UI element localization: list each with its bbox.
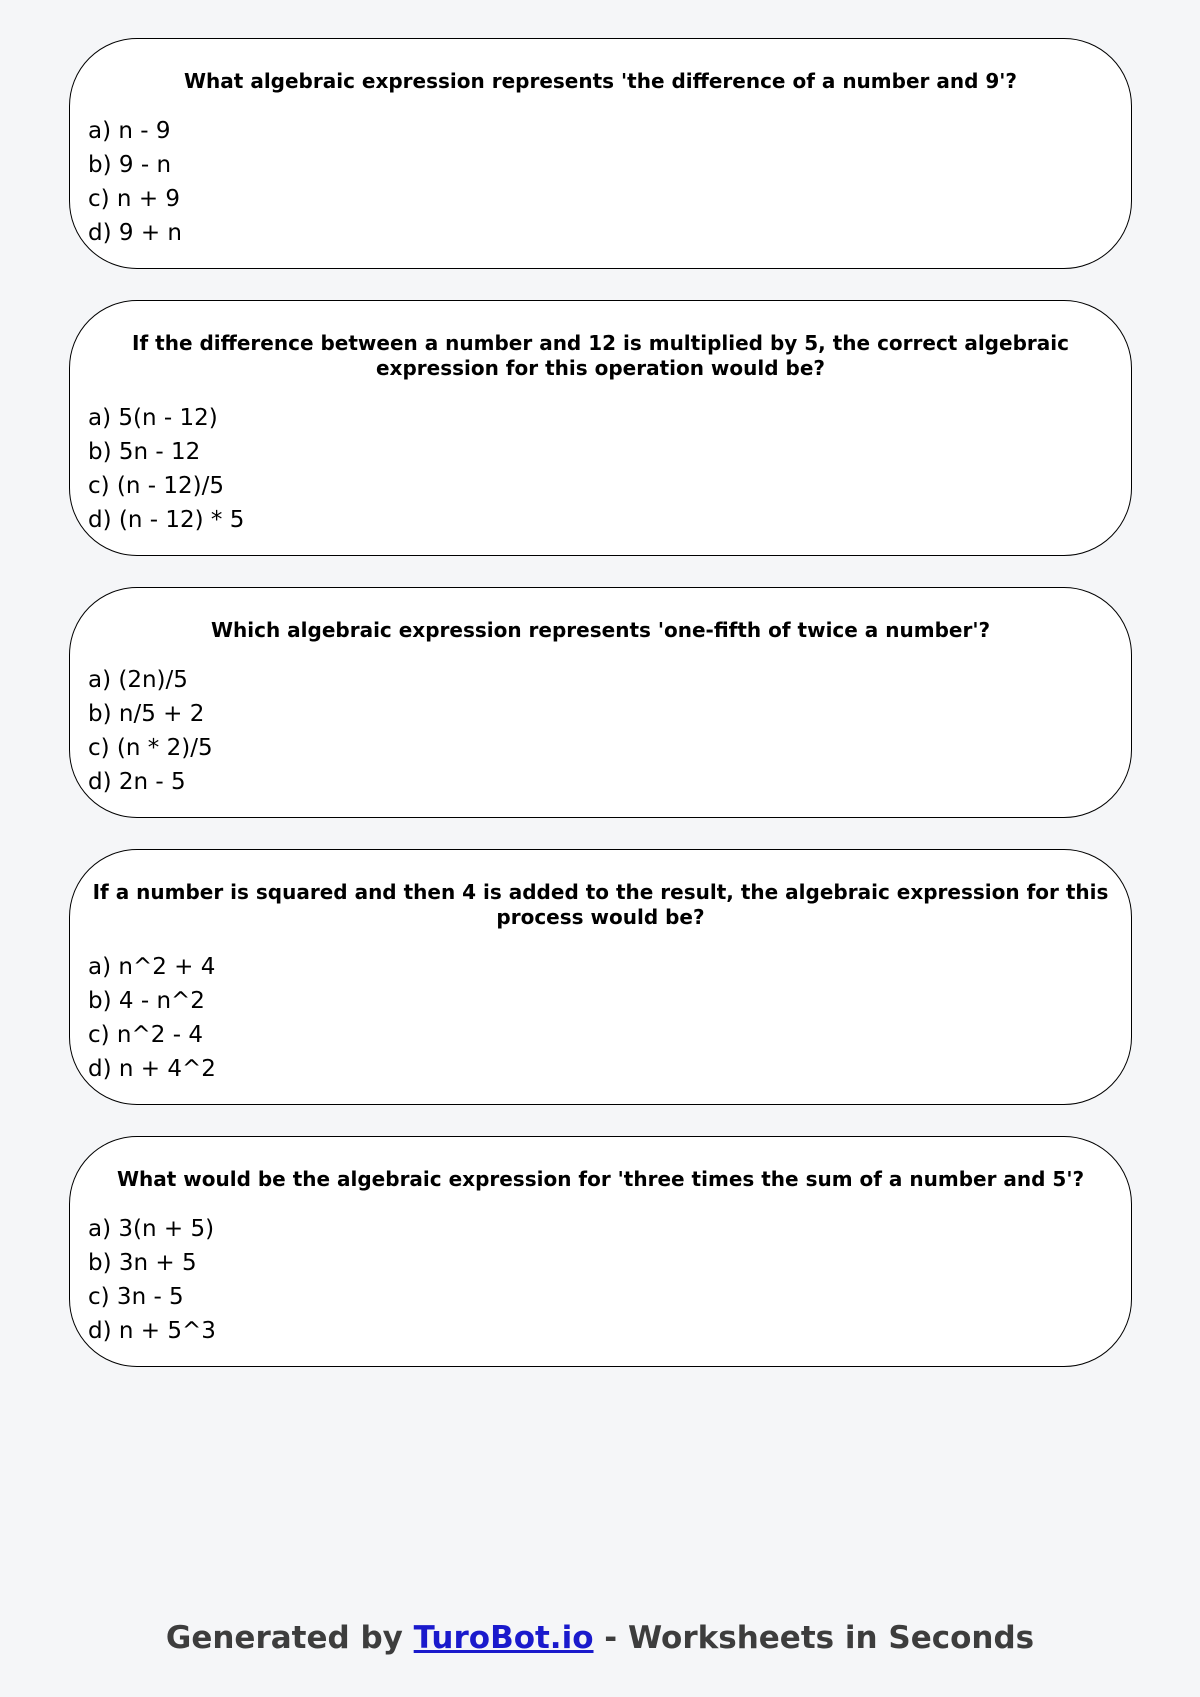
option-a: a) n^2 + 4	[88, 954, 216, 980]
footer-prefix: Generated by	[165, 1620, 414, 1656]
option-list	[88, 663, 1113, 799]
question-text: What would be the algebraic expression for 'three times the sum of a number and 5'?	[116, 1167, 1085, 1191]
question-card-1	[69, 38, 1132, 269]
option-d: d) 9 + n	[88, 220, 182, 246]
option-list	[88, 114, 1113, 250]
option-d: d) n + 4^2	[88, 1056, 216, 1082]
option-c: c) n + 9	[88, 186, 181, 212]
option-c: c) n^2 - 4	[88, 1022, 203, 1048]
option-list	[88, 1212, 1113, 1348]
option-a: a) 5(n - 12)	[88, 405, 218, 431]
question-text: If the difference between a number and 12 is multiplied by 5, the correct algebraic expression for this operation would be?	[132, 331, 1069, 380]
footer-suffix: - Worksheets in Seconds	[593, 1620, 1035, 1656]
option-list	[88, 950, 1113, 1086]
question-card-4	[69, 849, 1132, 1105]
option-b: b) 3n + 5	[88, 1250, 197, 1276]
option-b: b) 5n - 12	[88, 439, 201, 465]
turobot-link[interactable]: TuroBot.io	[413, 1620, 594, 1656]
option-list	[88, 401, 1113, 537]
question-text: Which algebraic expression represents 'one-fifth of twice a number'?	[210, 618, 991, 642]
option-a: a) n - 9	[88, 118, 171, 144]
option-b: b) 4 - n^2	[88, 988, 205, 1014]
question-card-3	[69, 587, 1132, 818]
option-a: a) (2n)/5	[88, 667, 188, 693]
question-card-5	[69, 1136, 1132, 1367]
option-c: c) 3n - 5	[88, 1284, 184, 1310]
option-b: b) n/5 + 2	[88, 701, 205, 727]
option-d: d) 2n - 5	[88, 769, 186, 795]
question-list	[69, 38, 1132, 1398]
option-b: b) 9 - n	[88, 152, 172, 178]
question-card-2	[69, 300, 1132, 556]
option-c: c) (n - 12)/5	[88, 473, 225, 499]
option-c: c) (n * 2)/5	[88, 735, 213, 761]
option-d: d) n + 5^3	[88, 1318, 216, 1344]
option-d: d) (n - 12) * 5	[88, 507, 245, 533]
question-text: What algebraic expression represents 'the difference of a number and 9'?	[184, 69, 1017, 93]
footer-credit	[0, 1618, 1200, 1658]
question-text: If a number is squared and then 4 is added to the result, the algebraic expression for this process would be?	[92, 880, 1109, 929]
option-a: a) 3(n + 5)	[88, 1216, 215, 1242]
